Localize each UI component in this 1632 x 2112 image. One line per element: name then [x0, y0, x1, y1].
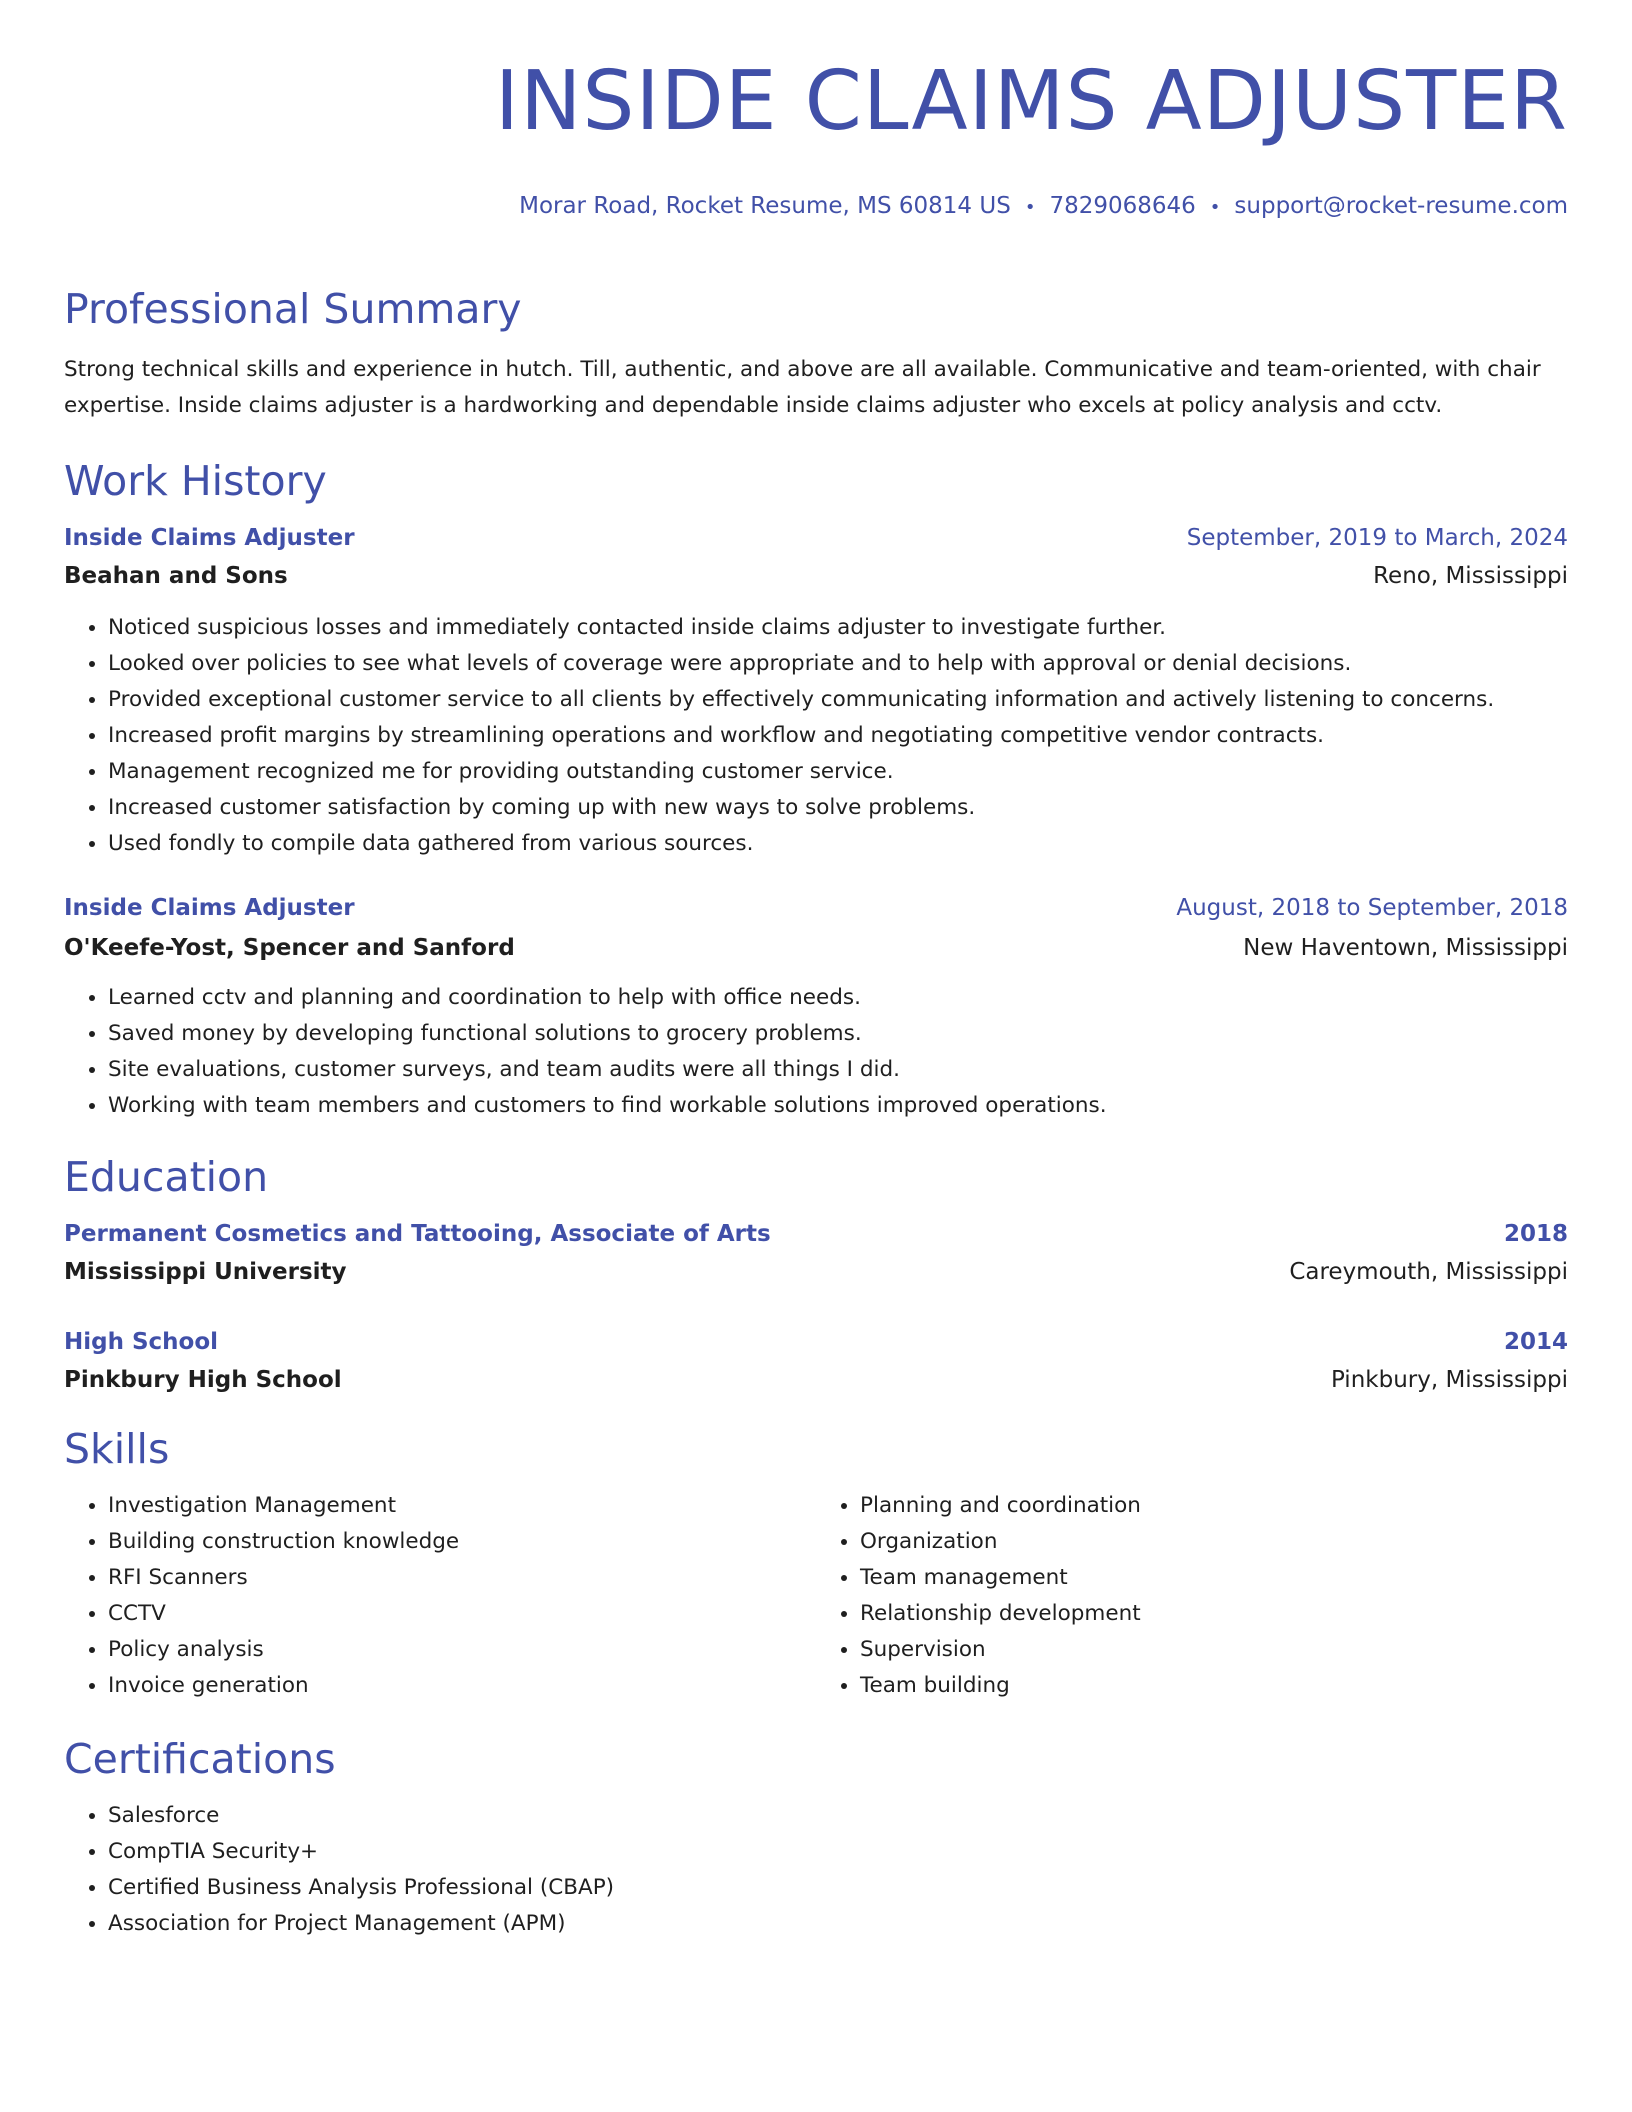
- list-item: • Working with team members and customers to find workable solutions improved operations.: [108, 1088, 1568, 1124]
- job-role-row: [64, 520, 1568, 556]
- job-company: O'Keefe-Yost, Spencer and Sanford: [64, 935, 515, 961]
- education-year: 2018: [1503, 1221, 1568, 1247]
- education-section: [64, 1152, 1568, 1398]
- education-degree-row: [64, 1324, 1568, 1360]
- list-item: • CompTIA Security+: [108, 1834, 1568, 1870]
- list-item: • Invoice generation: [108, 1668, 816, 1704]
- skills-list-left: [64, 1488, 816, 1704]
- list-item: • Looked over policies to see what levels of coverage were appropriate and to help with approval or denial decisions.: [108, 646, 1568, 682]
- list-item: • Planning and coordination: [860, 1488, 1568, 1524]
- list-item: • Investigation Management: [108, 1488, 816, 1524]
- certifications-section: [64, 1734, 1568, 1942]
- list-item: • Used fondly to compile data gathered from various sources.: [108, 826, 1568, 862]
- education-degree-row: [64, 1216, 1568, 1252]
- job-role-row: [64, 890, 1568, 926]
- list-item: • Saved money by developing functional solutions to grocery problems.: [108, 1016, 1568, 1052]
- job-dates: September, 2019 to March, 2024: [1186, 525, 1568, 551]
- job-entry: [64, 520, 1568, 862]
- summary-text: Strong technical skills and experience in hutch. Till, authentic, and above are all available. Communicative and team-oriented, with chair expertise. Inside claims adjuster is a hardworking and dependable inside claims adjuster who excels at policy analysis and cctv.: [64, 357, 1541, 418]
- list-item: • Supervision: [860, 1632, 1568, 1668]
- list-item: • Association for Project Management (APM): [108, 1906, 1568, 1942]
- education-school: Mississippi University: [64, 1259, 347, 1285]
- contact-separator: •: [1209, 197, 1221, 218]
- list-item: • CCTV: [108, 1596, 816, 1632]
- list-item: • Site evaluations, customer surveys, and team audits were all things I did.: [108, 1052, 1568, 1088]
- list-item: • Certified Business Analysis Professional (CBAP): [108, 1870, 1568, 1906]
- job-role: Inside Claims Adjuster: [64, 895, 355, 921]
- section-title-skills: Skills: [64, 1425, 170, 1473]
- certifications-list: [64, 1798, 1568, 1942]
- section-title-education: Education: [64, 1153, 269, 1201]
- education-school: Pinkbury High School: [64, 1367, 342, 1393]
- list-item: • Building construction knowledge: [108, 1524, 816, 1560]
- list-item: • Provided exceptional customer service to all clients by effectively communicating information and actively listening to concerns.: [108, 682, 1568, 718]
- job-role: Inside Claims Adjuster: [64, 525, 355, 551]
- list-item: • Learned cctv and planning and coordination to help with office needs.: [108, 980, 1568, 1016]
- section-title-work-history: Work History: [64, 457, 327, 505]
- education-entry: [64, 1324, 1568, 1398]
- resume-name: INSIDE CLAIMS ADJUSTER: [494, 54, 1568, 149]
- education-location: Pinkbury, Mississippi: [1330, 1367, 1568, 1393]
- skills-section: [64, 1424, 1568, 1704]
- contact-email[interactable]: support@rocket-resume.com: [1234, 193, 1568, 219]
- contact-separator: •: [1024, 197, 1036, 218]
- contact-address: Morar Road, Rocket Resume, MS 60814 US: [519, 193, 1011, 219]
- skills-list-right: [816, 1488, 1568, 1704]
- list-item: • Policy analysis: [108, 1632, 816, 1668]
- education-school-row: [64, 1254, 1568, 1290]
- job-bullets: [64, 980, 1568, 1124]
- education-location: Careymouth, Mississippi: [1289, 1259, 1568, 1285]
- work-history-section: [64, 456, 1568, 1124]
- education-year: 2014: [1503, 1329, 1568, 1355]
- list-item: • Organization: [860, 1524, 1568, 1560]
- list-item: • Team management: [860, 1560, 1568, 1596]
- list-item: • RFI Scanners: [108, 1560, 816, 1596]
- list-item: • Relationship development: [860, 1596, 1568, 1632]
- job-company-row: [64, 558, 1568, 594]
- job-location: Reno, Mississippi: [1373, 563, 1568, 589]
- skills-grid: [64, 1488, 1568, 1704]
- job-company-row: [64, 930, 1568, 966]
- job-company: Beahan and Sons: [64, 563, 288, 589]
- list-item: • Team building: [860, 1668, 1568, 1704]
- list-item: • Noticed suspicious losses and immediately contacted inside claims adjuster to investigate further.: [108, 610, 1568, 646]
- summary-section: [64, 284, 1568, 424]
- contact-phone: 7829068646: [1049, 193, 1196, 219]
- list-item: • Management recognized me for providing outstanding customer service.: [108, 754, 1568, 790]
- education-entry: [64, 1216, 1568, 1290]
- list-item: • Salesforce: [108, 1798, 1568, 1834]
- education-degree: Permanent Cosmetics and Tattooing, Associate of Arts: [64, 1221, 771, 1247]
- section-title-summary: Professional Summary: [64, 285, 522, 333]
- education-degree: High School: [64, 1329, 219, 1355]
- section-title-certifications: Certifications: [64, 1735, 336, 1783]
- contact-line: [64, 190, 1568, 224]
- list-item: • Increased profit margins by streamlining operations and workflow and negotiating competitive vendor contracts.: [108, 718, 1568, 754]
- job-dates: August, 2018 to September, 2018: [1176, 895, 1568, 921]
- job-entry: [64, 890, 1568, 1124]
- job-location: New Haventown, Mississippi: [1243, 935, 1568, 961]
- list-item: • Increased customer satisfaction by coming up with new ways to solve problems.: [108, 790, 1568, 826]
- education-school-row: [64, 1362, 1568, 1398]
- job-bullets: [64, 610, 1568, 862]
